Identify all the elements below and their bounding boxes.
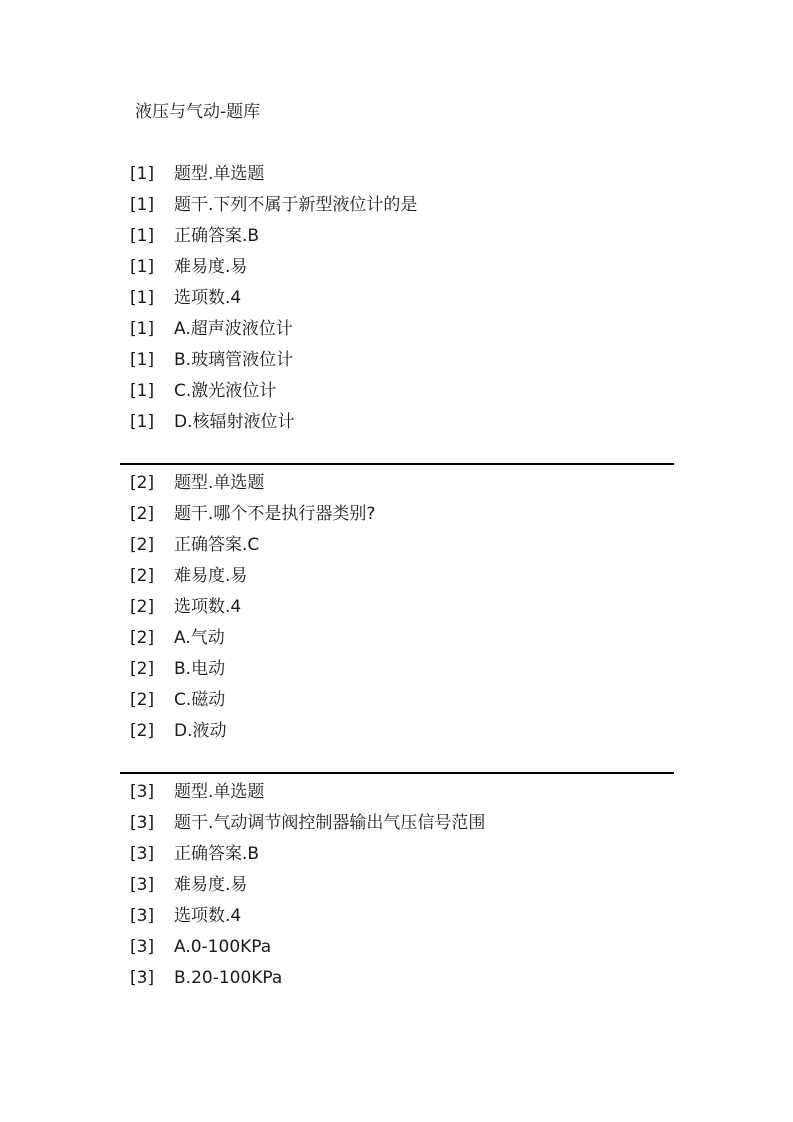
- question-index: [3]: [130, 875, 155, 895]
- option-d: D.液动: [174, 721, 227, 741]
- option-b: B.电动: [174, 659, 226, 679]
- option-b: B.20-100KPa: [174, 968, 283, 988]
- question-stem: 题干.下列不属于新型液位计的是: [174, 195, 418, 215]
- question-index: [3]: [130, 906, 155, 926]
- question-index: [1]: [130, 257, 155, 277]
- difficulty: 难易度.易: [174, 875, 248, 895]
- question-index: [2]: [130, 566, 155, 586]
- question-index: [3]: [130, 937, 155, 957]
- difficulty: 难易度.易: [174, 257, 248, 277]
- question-index: [3]: [130, 968, 155, 988]
- difficulty: 难易度.易: [174, 566, 248, 586]
- question-stem: 题干.哪个不是执行器类别?: [174, 504, 376, 524]
- option-count: 选项数.4: [174, 288, 242, 308]
- option-a: A.超声波液位计: [174, 319, 293, 339]
- question-type: 题型.单选题: [174, 473, 265, 493]
- option-b: B.玻璃管液位计: [174, 350, 294, 370]
- option-d: D.核辐射液位计: [174, 412, 295, 432]
- question-index: [3]: [130, 813, 155, 833]
- question-index: [1]: [130, 195, 155, 215]
- option-count: 选项数.4: [174, 597, 242, 617]
- option-a: A.0-100KPa: [174, 937, 272, 957]
- question-index: [2]: [130, 628, 155, 648]
- question-index: [1]: [130, 381, 155, 401]
- question-index: [2]: [130, 473, 155, 493]
- question-index: [1]: [130, 350, 155, 370]
- correct-answer: 正确答案.B: [174, 844, 260, 864]
- question-divider: [120, 772, 674, 774]
- question-divider: [120, 463, 674, 465]
- correct-answer: 正确答案.C: [174, 535, 260, 555]
- question-index: [1]: [130, 226, 155, 246]
- question-index: [1]: [130, 412, 155, 432]
- question-index: [2]: [130, 659, 155, 679]
- question-index: [3]: [130, 782, 155, 802]
- question-index: [2]: [130, 690, 155, 710]
- question-index: [2]: [130, 597, 155, 617]
- page-title: 液压与气动-题库: [135, 102, 261, 122]
- option-c: C.磁动: [174, 690, 226, 710]
- question-index: [2]: [130, 721, 155, 741]
- question-index: [1]: [130, 164, 155, 184]
- question-type: 题型.单选题: [174, 782, 265, 802]
- question-index: [3]: [130, 844, 155, 864]
- question-index: [1]: [130, 319, 155, 339]
- option-count: 选项数.4: [174, 906, 242, 926]
- question-type: 题型.单选题: [174, 164, 265, 184]
- option-c: C.激光液位计: [174, 381, 277, 401]
- question-stem: 题干.气动调节阀控制器输出气压信号范围: [174, 813, 486, 833]
- correct-answer: 正确答案.B: [174, 226, 260, 246]
- question-index: [1]: [130, 288, 155, 308]
- question-index: [2]: [130, 535, 155, 555]
- option-a: A.气动: [174, 628, 225, 648]
- question-index: [2]: [130, 504, 155, 524]
